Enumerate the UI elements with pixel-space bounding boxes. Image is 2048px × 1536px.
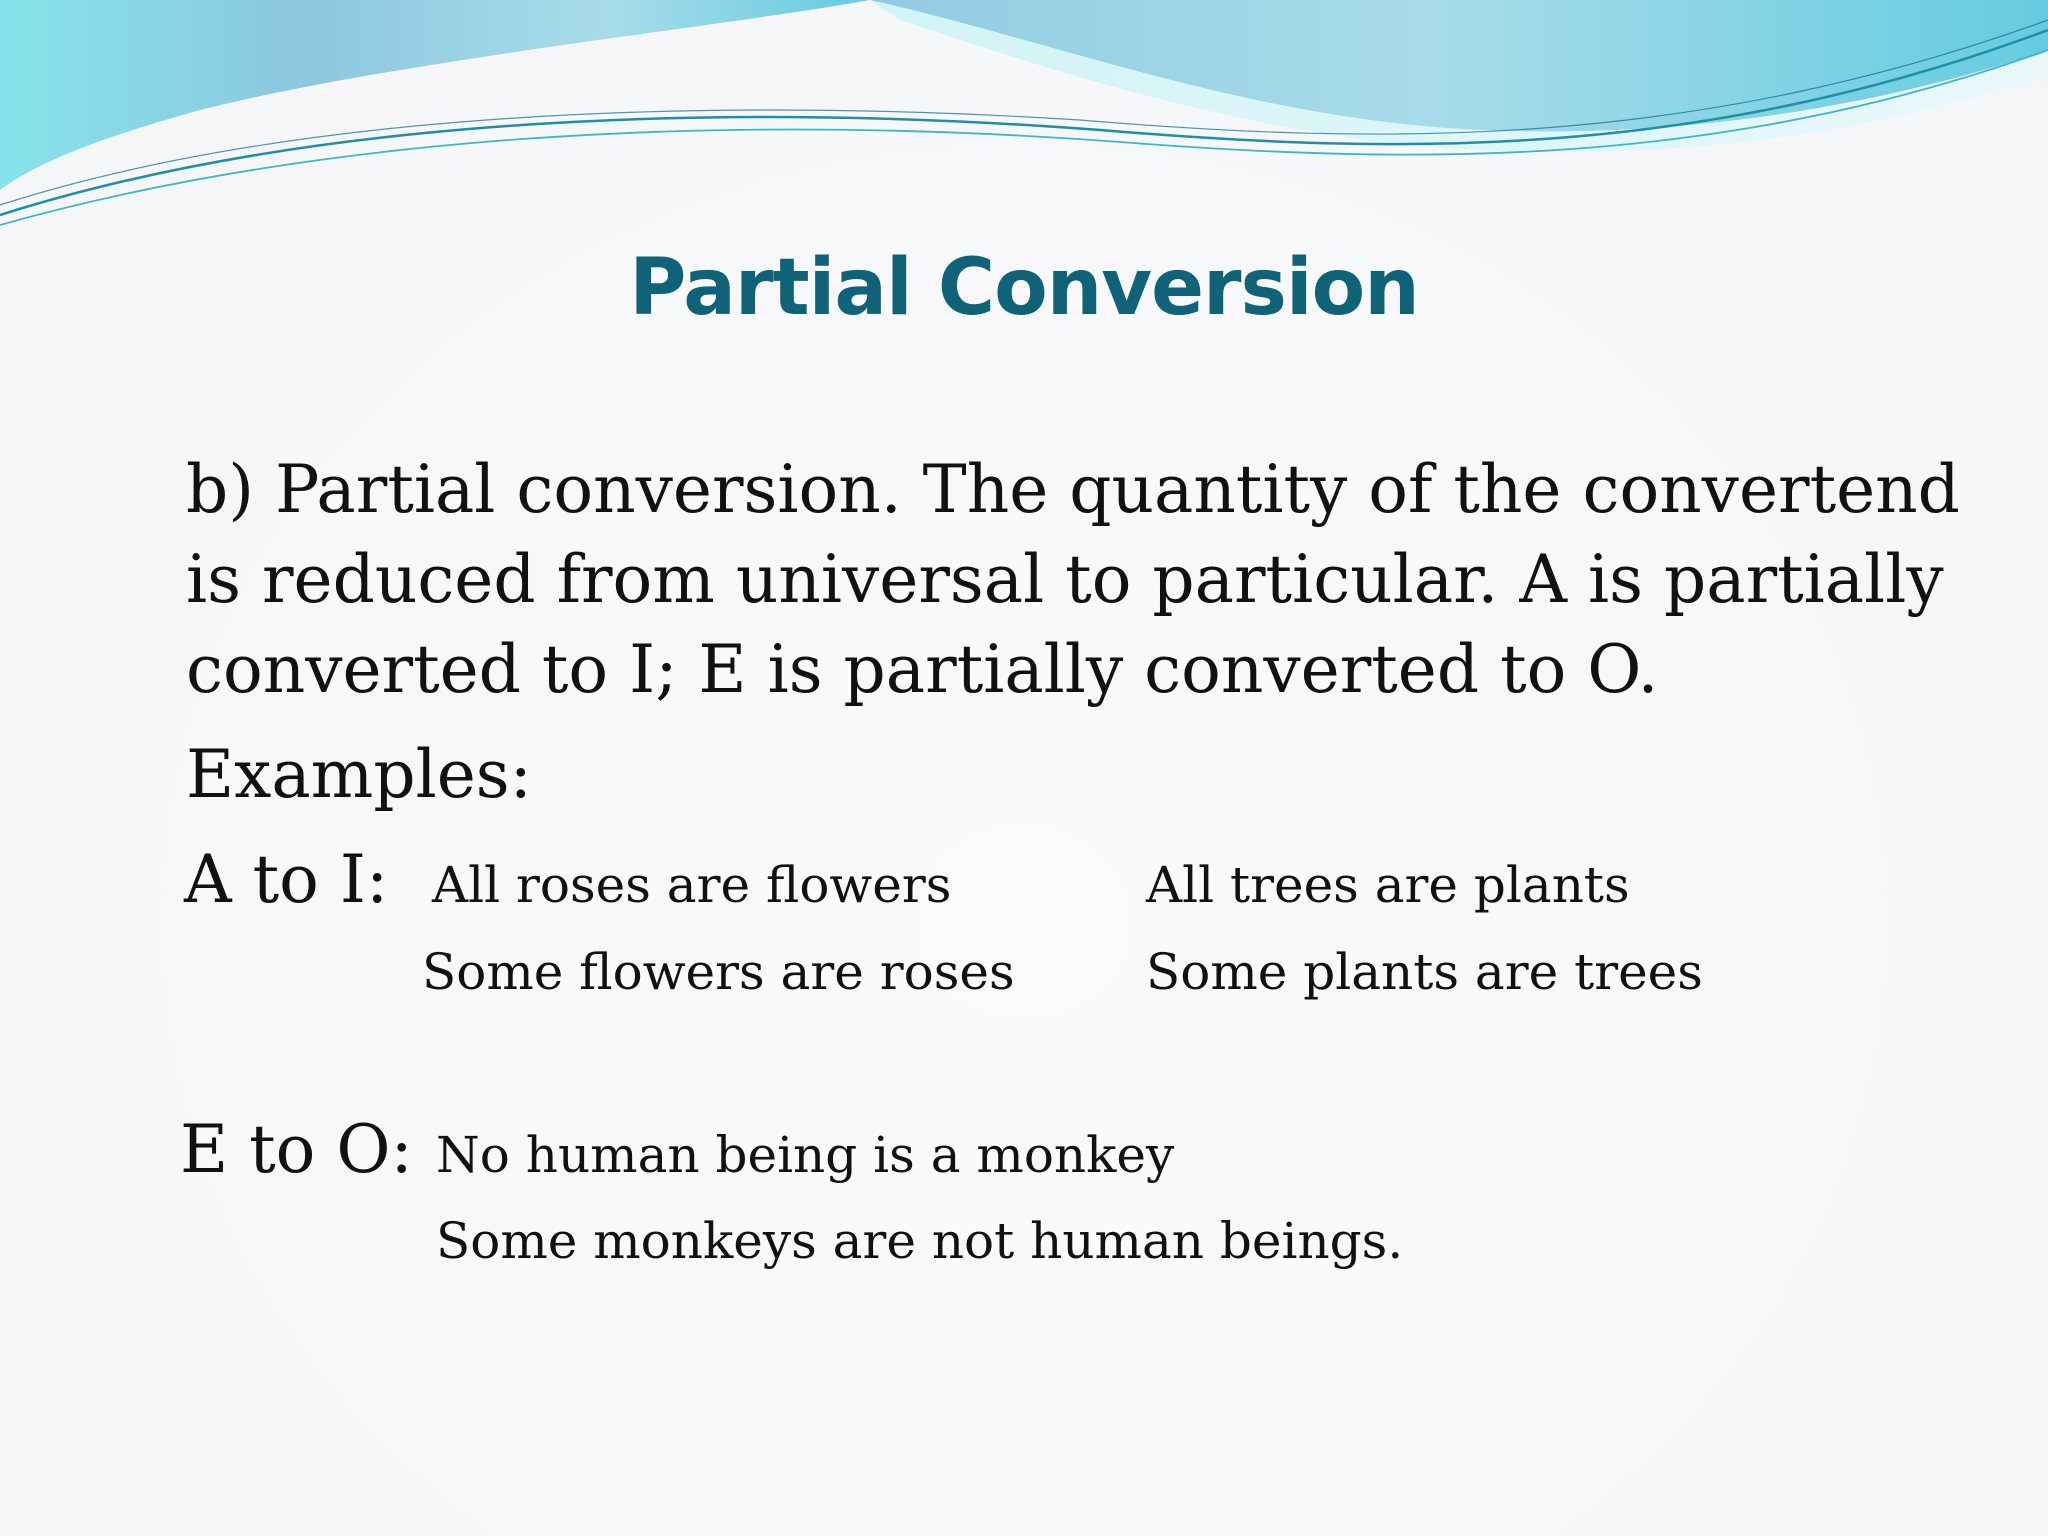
example-sentence: Some monkeys are not human beings. <box>436 1212 1404 1270</box>
example-sentence: Some plants are trees <box>1146 943 1703 1001</box>
paragraph-line: b) Partial conversion. The quantity of the convertend <box>186 451 1960 528</box>
slide-title: Partial Conversion <box>629 243 1419 333</box>
paragraph-line: is reduced from universal to particular. A is partially <box>186 541 1944 618</box>
example-sentence: All roses are flowers <box>432 856 952 914</box>
example-sentence: No human being is a monkey <box>436 1126 1175 1184</box>
example-sentence: Some flowers are roses <box>422 943 1015 1001</box>
paragraph-line: converted to I; E is partially converted to O. <box>186 631 1659 708</box>
a-to-i-label: A to I: <box>184 841 389 918</box>
decorative-wave-header <box>0 0 2048 260</box>
example-sentence: All trees are plants <box>1146 856 1630 914</box>
examples-label: Examples: <box>186 736 532 813</box>
e-to-o-label: E to O: <box>180 1111 413 1188</box>
